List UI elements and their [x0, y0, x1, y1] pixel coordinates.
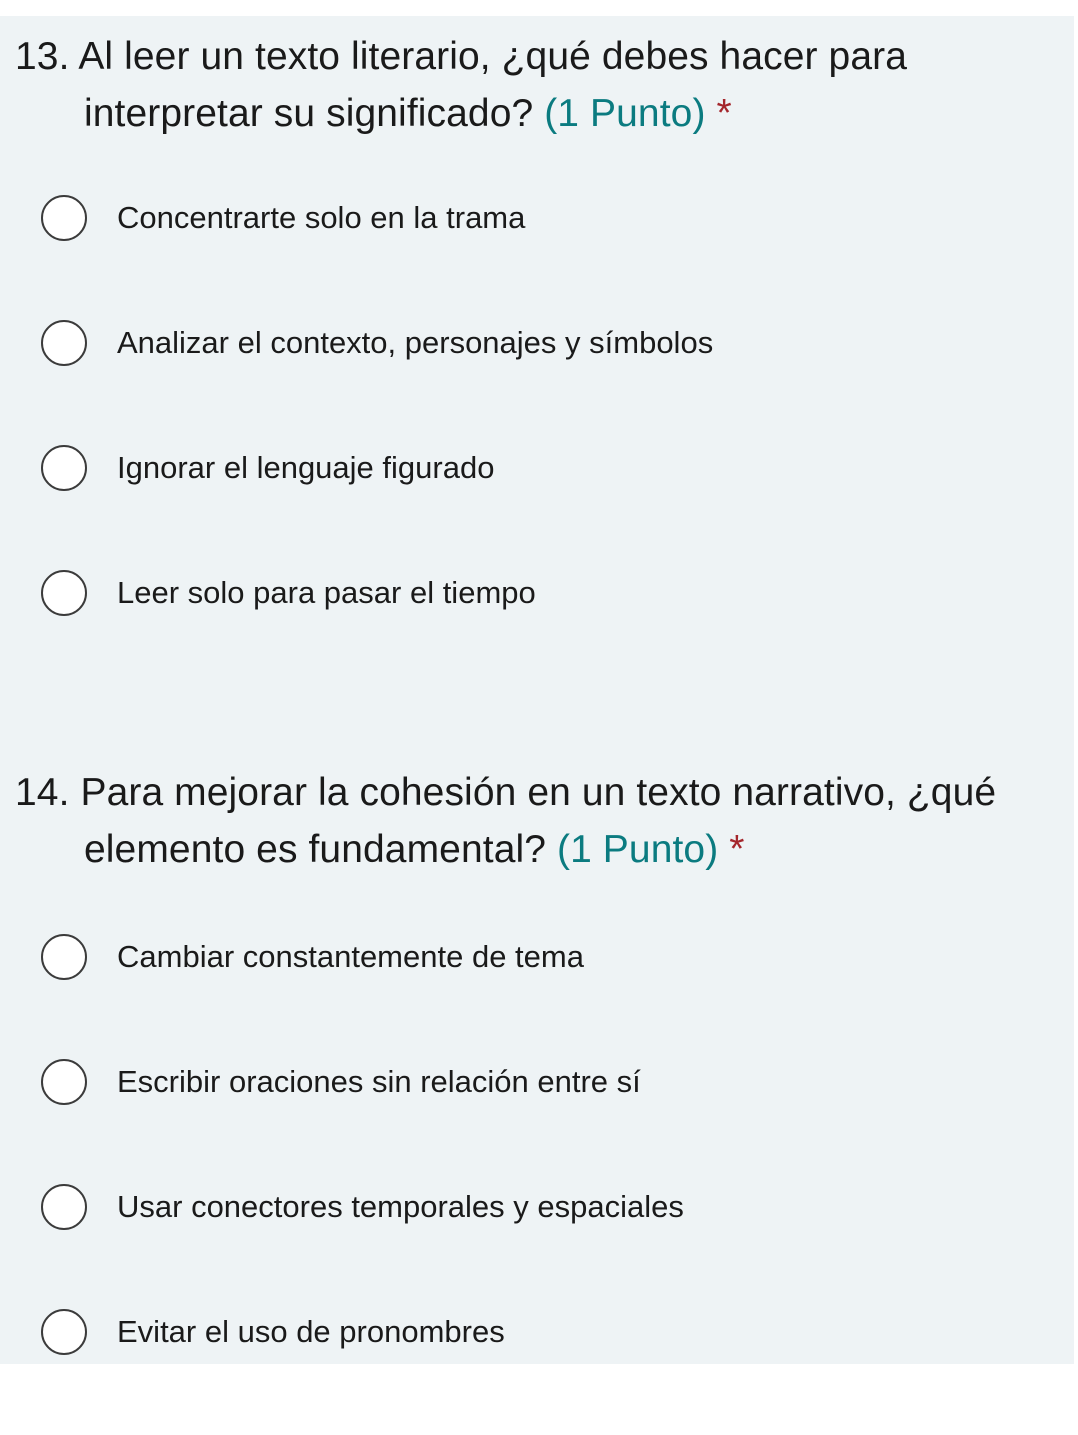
- option-label: Escribir oraciones sin relación entre sí: [117, 1064, 641, 1099]
- option-leer[interactable]: [0, 571, 1060, 615]
- radio-button[interactable]: [41, 1309, 87, 1355]
- option-ignorar[interactable]: [0, 446, 1060, 490]
- option-label: Usar conectores temporales y espaciales: [117, 1189, 684, 1224]
- radio-button[interactable]: [41, 195, 87, 241]
- radio-button[interactable]: [41, 934, 87, 980]
- question-title: [0, 28, 1060, 142]
- options-list: [0, 935, 1060, 1354]
- question-14: [0, 764, 1060, 1435]
- option-evitar[interactable]: [0, 1310, 1060, 1354]
- radio-button[interactable]: [41, 1184, 87, 1230]
- options-list: [0, 196, 1060, 615]
- question-13: [0, 28, 1060, 696]
- required-mark: *: [729, 828, 745, 871]
- option-concentrarte[interactable]: [0, 196, 1060, 240]
- question-text: Al leer un texto literario, ¿qué debes hacer para interpretar su significado?: [78, 35, 908, 135]
- question-number: 13.: [15, 35, 70, 78]
- required-mark: *: [716, 92, 732, 135]
- option-label: Concentrarte solo en la trama: [117, 200, 526, 235]
- radio-button[interactable]: [41, 445, 87, 491]
- option-label: Ignorar el lenguaje figurado: [117, 450, 495, 485]
- option-label: Cambiar constantemente de tema: [117, 939, 584, 974]
- question-points: (1 Punto): [556, 828, 719, 871]
- option-label: Leer solo para pasar el tiempo: [117, 575, 536, 610]
- radio-button[interactable]: [41, 1059, 87, 1105]
- option-cambiar[interactable]: [0, 935, 1060, 979]
- option-usar[interactable]: [0, 1185, 1060, 1229]
- radio-button[interactable]: [41, 570, 87, 616]
- option-label: Analizar el contexto, personajes y símbolos: [117, 325, 714, 360]
- question-points: (1 Punto): [544, 92, 706, 135]
- question-number: 14.: [15, 771, 70, 814]
- option-analizar[interactable]: [0, 321, 1060, 365]
- option-label: Evitar el uso de pronombres: [117, 1314, 505, 1349]
- question-text: Para mejorar la cohesión en un texto narrativo, ¿qué elemento es fundamental?: [80, 771, 997, 871]
- form-page: [0, 16, 1078, 1364]
- question-title: [0, 764, 1060, 878]
- option-escribir[interactable]: [0, 1060, 1060, 1104]
- radio-button[interactable]: [41, 320, 87, 366]
